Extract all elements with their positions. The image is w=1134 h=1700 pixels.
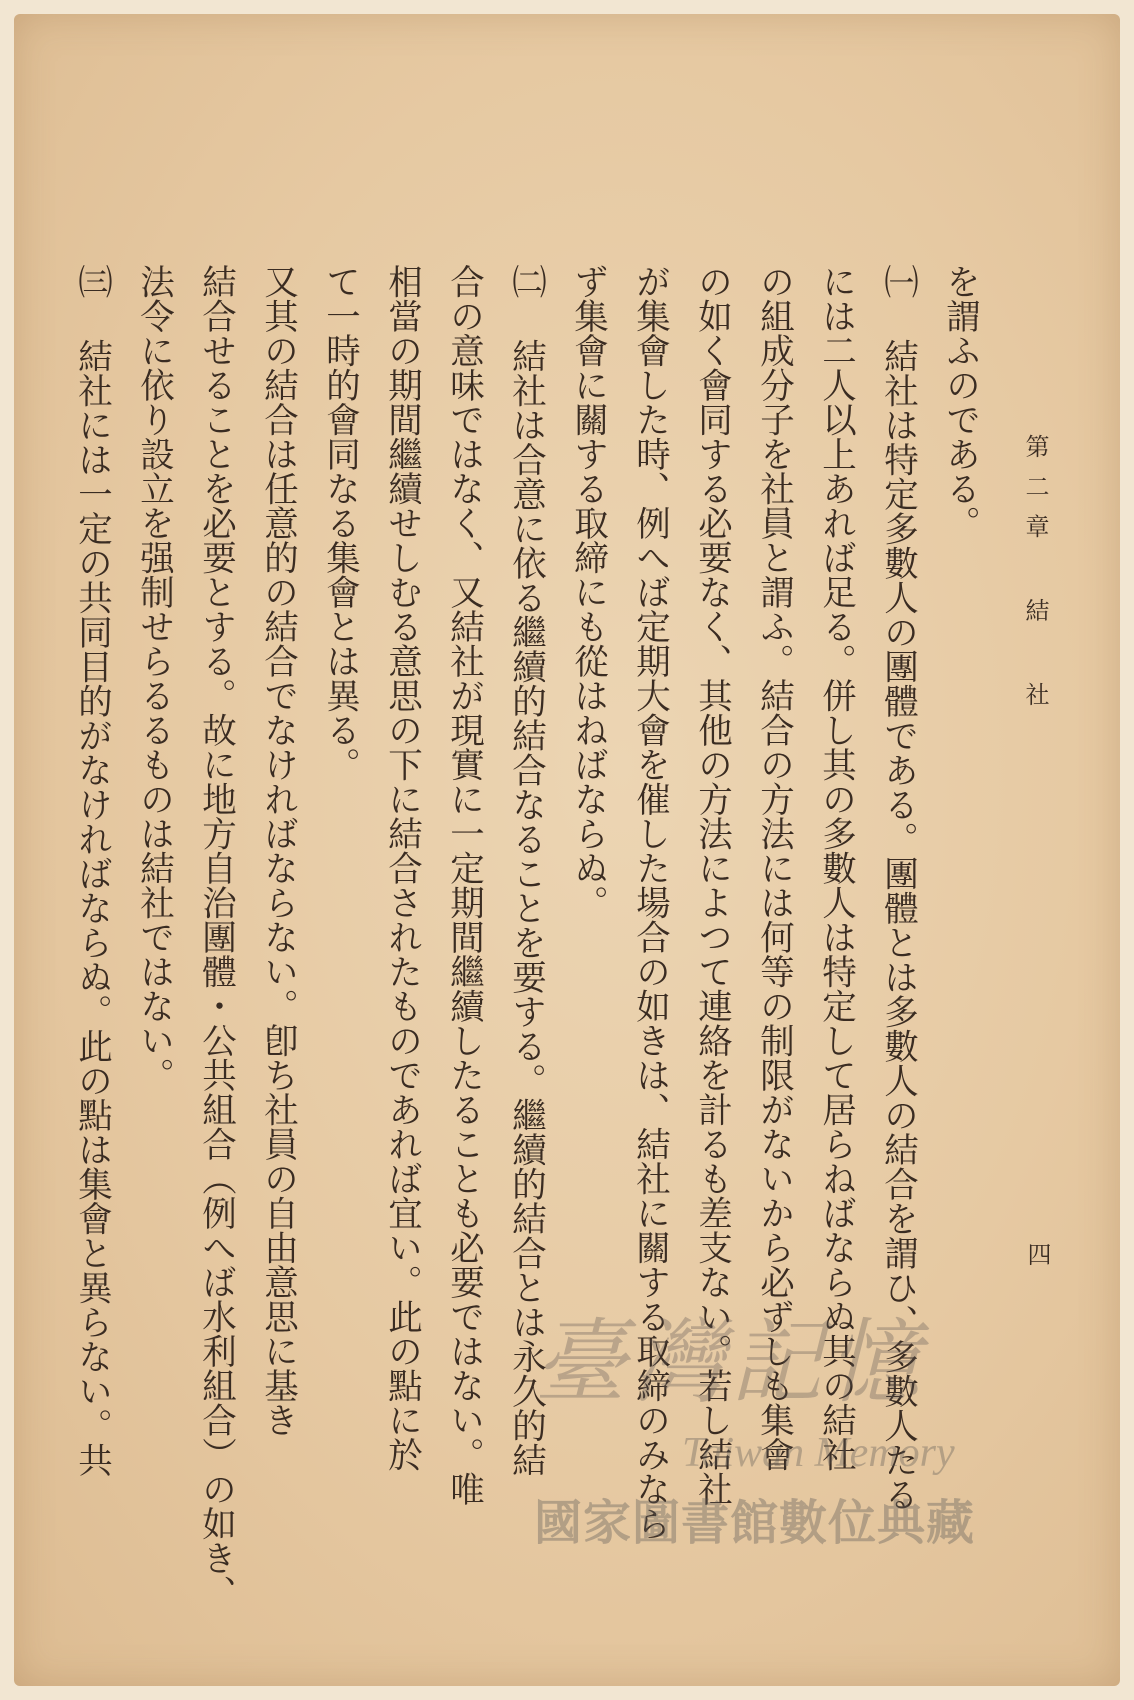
body-column-2: ㈠ 結社は特定多數人の團體である。團體とは多數人の結合を謂ひ、多數人たる xyxy=(877,264,918,1512)
body-column-4: の組成分子を社員と謂ふ。結合の方法には何等の制限がないから必ずしも集會 xyxy=(753,264,794,1472)
watermark-brand-en: Taiwan Memory xyxy=(682,1430,955,1476)
body-column-1: を謂ふのである。 xyxy=(939,264,980,540)
page-number: 四 xyxy=(1023,1242,1051,1266)
running-head: 第二章 結 社 xyxy=(1021,434,1049,722)
body-column-12: 又其の結合は任意的の結合でなければならない。卽ち社員の自由意思に基き xyxy=(257,264,298,1437)
body-column-13: 結合せることを必要とする。故に地方自治團體・公共組合（例へば水利組合）の如き、 xyxy=(195,264,236,1610)
body-column-14: 法令に依り設立を强制せらるるものは結社ではない。 xyxy=(133,264,174,1092)
body-column-5: の如く會同する必要なく、其他の方法によつて連絡を計るも差支ない。若し結社 xyxy=(691,264,732,1506)
scanned-book-page xyxy=(14,14,1120,1686)
watermark-brand: 臺灣記憶 xyxy=(534,1309,927,1416)
body-column-11: て一時的會同なる集會とは異る。 xyxy=(319,264,360,782)
watermark-library: 國家圖書館數位典藏 xyxy=(534,1495,976,1551)
body-column-7: ず集會に關する取締にも從はねばならぬ。 xyxy=(567,264,608,920)
body-column-8: ㈡ 結社は合意に依る繼續的結合なることを要する。繼續的結合とは永久的結 xyxy=(505,264,546,1477)
body-column-3: には二人以上あれば足る。併し其の多數人は特定して居らねばならぬ其の結社 xyxy=(815,264,856,1472)
body-column-10: 相當の期間繼續せしむる意思の下に結合されたものであれば宜い。此の點に於 xyxy=(381,264,422,1472)
body-column-9: 合の意味ではなく、又結社が現實に一定期間繼續したることも必要ではない。唯 xyxy=(443,264,484,1506)
body-column-6: が集會した時、例へば定期大會を催した場合の如きは、結社に關する取締のみなら xyxy=(629,264,670,1541)
body-column-15: ㈢ 結社には一定の共同目的がなければならぬ。此の點は集會と異らない。共 xyxy=(71,264,112,1477)
